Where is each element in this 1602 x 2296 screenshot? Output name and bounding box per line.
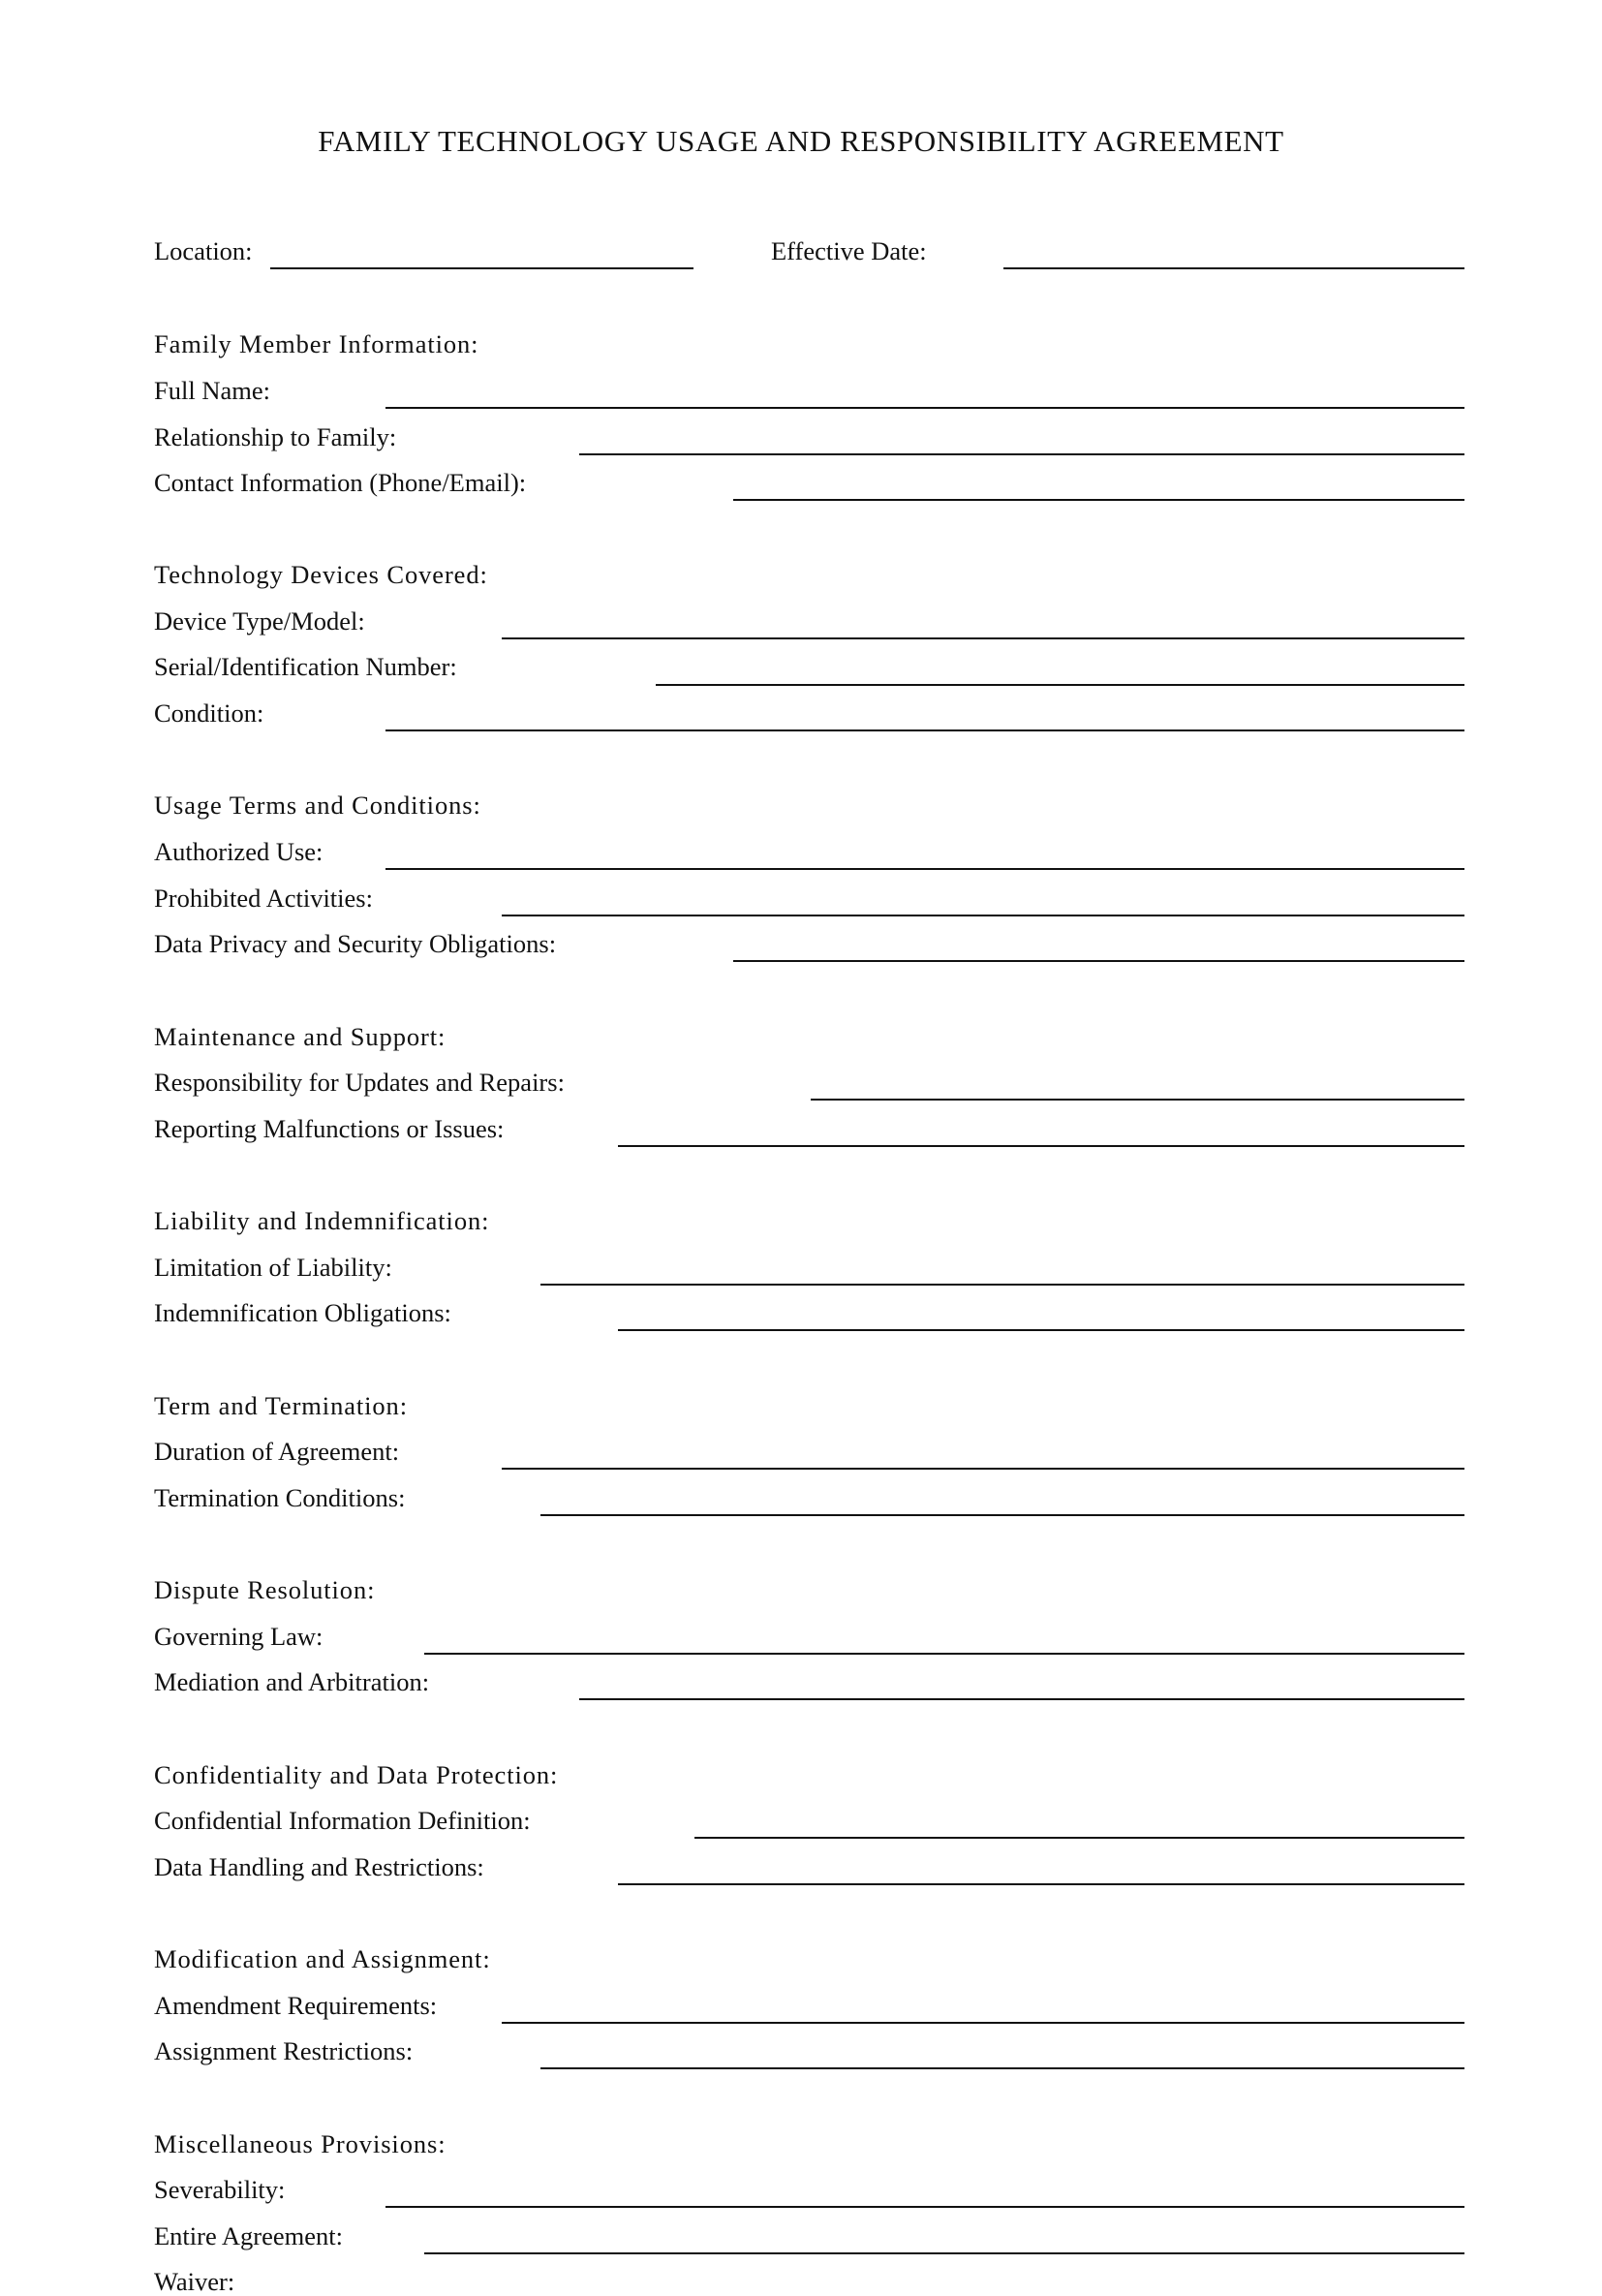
serial-number-field[interactable] [656,684,1464,686]
location-label: Location: [154,236,253,265]
governing-law-field[interactable] [424,1653,1464,1655]
field-label: Reporting Malfunctions or Issues: [154,1114,505,1143]
field-label: Full Name: [154,376,270,405]
data-handling-field[interactable] [618,1883,1464,1885]
data-privacy-field[interactable] [733,960,1464,962]
field-label: Assignment Restrictions: [154,2036,414,2065]
assignment-field[interactable] [540,2067,1464,2069]
field-label: Severability: [154,2175,286,2204]
section-heading: Liability and Indemnification: [154,1206,490,1235]
field-label: Indemnification Obligations: [154,1298,451,1327]
field-label: Authorized Use: [154,837,323,866]
field-label: Limitation of Liability: [154,1253,392,1282]
field-label: Amendment Requirements: [154,1991,438,2020]
effective-date-field[interactable] [1003,267,1464,269]
effective-date-label: Effective Date: [771,236,927,265]
field-label: Governing Law: [154,1622,323,1651]
field-label: Prohibited Activities: [154,884,373,913]
termination-conditions-field[interactable] [540,1514,1464,1516]
field-label: Data Privacy and Security Obligations: [154,929,557,958]
page-title: FAMILY TECHNOLOGY USAGE AND RESPONSIBILITY AGREEMENT [318,124,1284,158]
field-label: Contact Information (Phone/Email): [154,468,527,497]
condition-field[interactable] [385,729,1464,731]
field-label: Termination Conditions: [154,1483,406,1512]
section-heading: Term and Termination: [154,1391,408,1420]
reporting-malfunctions-field[interactable] [618,1145,1464,1147]
section-heading: Usage Terms and Conditions: [154,791,481,820]
limitation-of-liability-field[interactable] [540,1284,1464,1286]
indemnification-field[interactable] [618,1329,1464,1331]
section-heading: Technology Devices Covered: [154,560,488,589]
full-name-field[interactable] [385,407,1464,409]
entire-agreement-field[interactable] [424,2252,1464,2254]
field-label: Condition: [154,698,264,728]
location-field[interactable] [270,267,693,269]
field-label: Relationship to Family: [154,422,397,451]
relationship-field[interactable] [579,453,1464,455]
updates-repairs-field[interactable] [811,1099,1464,1101]
authorized-use-field[interactable] [385,868,1464,870]
severability-field[interactable] [385,2206,1464,2208]
section-heading: Family Member Information: [154,329,479,358]
duration-field[interactable] [502,1468,1464,1470]
field-label: Waiver: [154,2267,235,2296]
field-label: Confidential Information Definition: [154,1806,531,1835]
section-heading: Maintenance and Support: [154,1022,447,1051]
section-heading: Dispute Resolution: [154,1575,376,1604]
prohibited-activities-field[interactable] [502,915,1464,916]
field-label: Serial/Identification Number: [154,652,457,681]
confidential-information-field[interactable] [694,1837,1464,1839]
field-label: Duration of Agreement: [154,1437,400,1466]
section-heading: Confidentiality and Data Protection: [154,1760,559,1789]
section-heading: Modification and Assignment: [154,1944,491,1973]
mediation-field[interactable] [579,1698,1464,1700]
amendment-field[interactable] [502,2022,1464,2024]
field-label: Entire Agreement: [154,2221,343,2250]
field-label: Mediation and Arbitration: [154,1667,430,1696]
field-label: Responsibility for Updates and Repairs: [154,1068,565,1097]
contact-information-field[interactable] [733,499,1464,501]
field-label: Device Type/Model: [154,606,365,636]
device-type-field[interactable] [502,637,1464,639]
section-heading: Miscellaneous Provisions: [154,2129,447,2158]
field-label: Data Handling and Restrictions: [154,1852,484,1881]
